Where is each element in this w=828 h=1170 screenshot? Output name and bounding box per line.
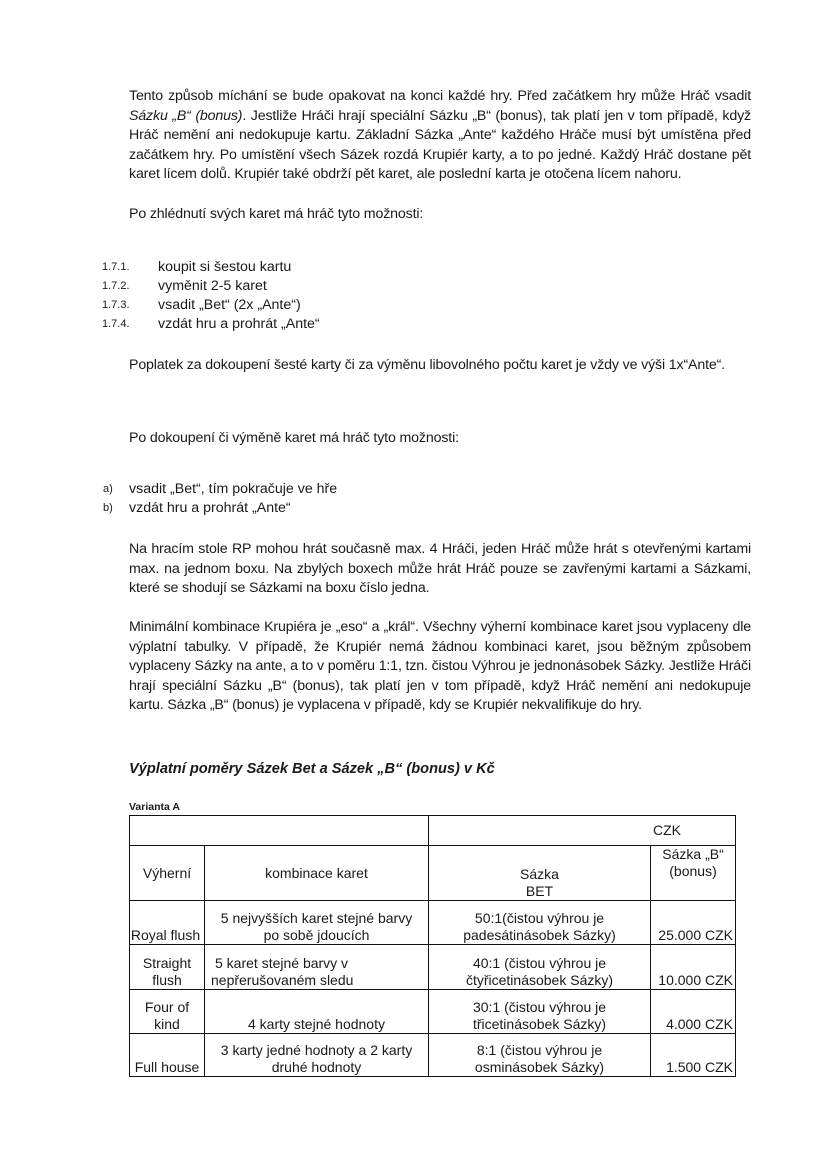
- table-row: [130, 901, 736, 945]
- hand-name: [130, 901, 205, 945]
- combination-line1: 5 karet stejné barvy v: [215, 955, 349, 971]
- paragraph-dealer-minimum: Minimální kombinace Krupiéra je „eso“ a „král“. Všechny výherní kombinace karet jsou vyplaceny dle výplatní tabulky. V případě, že Krupiér nemá žádnou kombinaci karet, jsou běžným způsobem vyplaceny Sázky na ante, a to v poměru 1:1, tzn. čistou Výhrou je jednonásobek Sázky. Jestliže Hráči hrají speciální Sázku „B“ (bonus), tak platí jen v tom případě, když Hráč nemění ani nedokupuje kartu. Sázka „B“ (bonus) je vyplacena v případě, kdy se Krupiér nekvalifikuje do hry.: [129, 619, 751, 714]
- paragraph-shuffling-rules: [129, 87, 751, 185]
- combination-line2: druhé hodnoty: [271, 1059, 362, 1075]
- payout-table: [129, 815, 736, 1077]
- table-header-empty-cell: [130, 816, 429, 846]
- header-bet-line2: BET: [525, 883, 554, 899]
- table-row: [130, 990, 736, 1034]
- paragraph-text: Tento způsob míchání se bude opakovat na konci každé hry. Před začátkem hry může Hráč vsadit: [129, 88, 751, 104]
- hand-name-line1: Straight: [142, 955, 192, 971]
- bonus-payout: 4.000 CZK: [651, 990, 736, 1034]
- header-bet: [429, 846, 651, 901]
- hand-combination: [205, 901, 429, 945]
- bonus-payout: 1.500 CZK: [651, 1034, 736, 1077]
- bonus-payout: 10.000 CZK: [651, 945, 736, 990]
- bet-line2: padesátinásobek Sázky): [463, 927, 616, 943]
- currency-header: CZK: [429, 816, 736, 846]
- list-item-number: 1.7.4.: [102, 318, 130, 330]
- hand-name-line1: Four of: [144, 999, 190, 1015]
- paragraph-text: . Jestliže Hráči hrají speciální Sázku „B“ (bonus), tak platí jen v tom případě, když Hráč nemění ani nedokupuje kartu. Základní Sázka „Ante“ každého Hráče musí být umístěna před začátkem hry. Po umístění všech Sázek rozdá Krupiér karty, a to po jedné. Každý Hráč dostane pět karet lícem dolů. Krupiér také obdrží pět karet, ale poslední karta je otočena lícem nahoru.: [129, 107, 751, 183]
- bet-line2: třicetinásobek Sázky): [472, 1016, 607, 1032]
- list-item-number: 1.7.1.: [102, 261, 130, 273]
- list-item-text: vzdát hru a prohrát „Ante“: [129, 500, 291, 516]
- hand-name: [130, 945, 205, 990]
- bet-line1: 8:1 (čistou výhrou je: [476, 1042, 603, 1058]
- combination-line1: 3 karty jedné hodnoty a 2 karty: [220, 1042, 413, 1058]
- combination-line2: nepřerušovaném sledu: [211, 972, 354, 988]
- hand-name: [130, 990, 205, 1034]
- header-bonus-line1: Sázka „B“: [662, 846, 724, 862]
- list-item-number: 1.7.3.: [102, 299, 130, 311]
- bet-payout: [429, 945, 651, 990]
- list-item-text: vzdát hru a prohrát „Ante“: [158, 316, 320, 332]
- combination-line2: 4 karty stejné hodnoty: [248, 1016, 385, 1032]
- bet-line2: osminásobek Sázky): [474, 1059, 605, 1075]
- hand-combination: [205, 945, 429, 990]
- paragraph-fee: Poplatek za dokoupení šesté karty či za výměnu libovolného počtu karet je vždy ve výši 1x“Ante“.: [129, 357, 725, 373]
- section-heading: Výplatní poměry Sázek Bet a Sázek „B“ (bonus) v Kč: [129, 761, 495, 777]
- variant-label: Varianta A: [129, 801, 180, 813]
- hand-combination: [205, 990, 429, 1034]
- header-combination: kombinace karet: [205, 846, 429, 901]
- bet-payout: [429, 1034, 651, 1077]
- bet-line1: 40:1 (čistou výhrou je: [472, 955, 607, 971]
- bonus-bet-term: Sázku „B“ (bonus): [129, 107, 243, 124]
- table-header-row-currency: [130, 816, 736, 846]
- bonus-payout: 25.000 CZK: [651, 901, 736, 945]
- hand-name-line2: Royal flush: [130, 927, 201, 943]
- bet-line2: čtyřicetinásobek Sázky): [465, 972, 614, 988]
- bet-payout: [429, 990, 651, 1034]
- header-bonus-line2: (bonus): [669, 863, 717, 879]
- hand-name-line2: flush: [152, 972, 182, 988]
- header-bonus: [651, 846, 736, 901]
- combination-line1: 5 nejvyšších karet stejné barvy: [220, 910, 413, 926]
- table-row: [130, 1034, 736, 1077]
- bet-payout: [429, 901, 651, 945]
- bet-line1: 50:1(čistou výhrou je: [474, 910, 605, 926]
- list-item-number: 1.7.2.: [102, 280, 130, 292]
- table-header-row: [130, 846, 736, 901]
- list-item-text: vyměnit 2-5 karet: [158, 278, 267, 294]
- hand-name-line2: kind: [154, 1016, 180, 1032]
- hand-name-line2: Full house: [134, 1059, 200, 1075]
- paragraph-table-players: Na hracím stole RP mohou hrát současně max. 4 Hráči, jeden Hráč může hrát s otevřenými kartami max. na jednom boxu. Na zbylých boxech může hrát Hráč pouze se zavřenými kartami a Sázkami, které se shodují se Sázkami na boxu číslo jedna.: [129, 541, 751, 597]
- combination-line2: po sobě jdoucích: [263, 927, 370, 943]
- bet-line1: 30:1 (čistou výhrou je: [472, 999, 607, 1015]
- table-row: [130, 945, 736, 990]
- paragraph-options-after-draw: Po dokoupení či výměně karet má hráč tyto možnosti:: [129, 430, 459, 446]
- list-item-text: vsadit „Bet“ (2x „Ante“): [158, 297, 301, 313]
- list-item-letter: b): [103, 502, 113, 514]
- paragraph-options-intro: Po zhlédnutí svých karet má hráč tyto možnosti:: [129, 206, 424, 222]
- hand-combination: [205, 1034, 429, 1077]
- hand-name: [130, 1034, 205, 1077]
- header-bet-line1: Sázka: [520, 866, 559, 882]
- list-item-text: koupit si šestou kartu: [158, 259, 292, 275]
- list-item-text: vsadit „Bet“, tím pokračuje ve hře: [129, 481, 338, 497]
- list-item-letter: a): [103, 483, 113, 495]
- header-winning: Výherní: [130, 846, 205, 901]
